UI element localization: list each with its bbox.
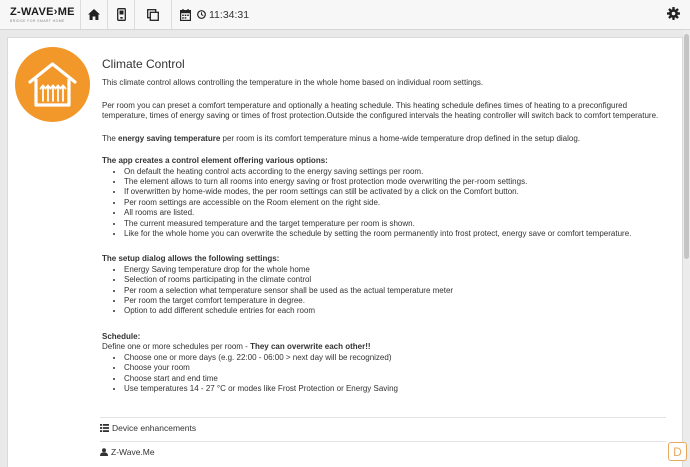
energy-pre: The	[102, 133, 119, 143]
schedule-list	[116, 353, 662, 395]
list-item: • Use temperatures 14 - 27 °C or modes like Frost Protection or Energy Saving	[124, 384, 662, 394]
schedule-heading: Schedule:	[102, 331, 141, 341]
app-title: Climate Control	[102, 57, 185, 71]
scrollbar-thumb[interactable]	[684, 34, 689, 259]
list-item: • The element allows to turn all rooms into energy saving or frost protection mode overwriting the per-room settings.	[124, 177, 662, 187]
energy-saving-description	[102, 134, 662, 145]
clock-time: 11:34:31	[209, 8, 250, 21]
options-heading: The app creates a control element offering various options:	[102, 156, 328, 165]
clock-icon	[197, 10, 206, 19]
device-enhancements-label: Device enhancements	[112, 423, 197, 433]
list-item: • If overwritten by home-wide modes, the per room settings can still be activated by a click on the Comfort button.	[124, 187, 662, 197]
logo-subtitle: BRIDGE FOR SMART HOME	[10, 19, 65, 23]
schedule-warning: They can overwrite each other!!	[250, 342, 371, 352]
clock-display	[197, 0, 249, 29]
energy-saving-term: energy saving temperature	[118, 133, 221, 143]
calendar-button[interactable]	[171, 0, 198, 29]
intro-text: This climate control allows controlling the temperature in the whole home based on individual room settings.	[102, 78, 484, 87]
home-icon	[88, 9, 100, 20]
gear-icon	[667, 7, 680, 20]
settings-button[interactable]	[667, 7, 680, 25]
list-item: • Choose start and end time	[124, 374, 662, 384]
schedule-intro-text: Define one or more schedules per room -	[102, 342, 251, 352]
logo-text: Z-WAVE›ME	[10, 6, 75, 18]
energy-post: per room is its comfort temperature minus a home-wide temperature drop defined in the setup dialog.	[220, 133, 581, 143]
list-item: • Per room the target comfort temperature in degree.	[124, 296, 662, 306]
list-item: • Per room settings are accessible on the Room element on the right side.	[124, 198, 662, 208]
list-item: • Choose your room	[124, 363, 662, 373]
home-button[interactable]	[80, 0, 107, 29]
list-item: • Like for the whole home you can overwrite the schedule by setting the room permanently into frost protect, energy save or comfort temperature.	[124, 229, 662, 239]
schedule-intro	[102, 342, 662, 353]
corner-badge[interactable]: D	[668, 442, 687, 461]
device-enhancements-toggle[interactable]	[100, 417, 666, 438]
schedule-description: Per room you can preset a comfort temperature and optionally a heating schedule. This heating schedule defines times of heating to a preconfigured temperature, times of energy saving or times of frost protection.Outside the configured intervals the heating controller will switch back to comfort temperature.	[102, 100, 659, 120]
author-toggle[interactable]	[100, 441, 666, 462]
calendar-icon	[180, 9, 191, 21]
app-icon	[15, 47, 90, 122]
zwave-me-logo[interactable]	[10, 7, 75, 23]
author-label: Z-Wave.Me	[111, 447, 155, 457]
list-item: • On default the heating control acts according to the energy saving settings per room.	[124, 167, 662, 177]
setup-list	[116, 265, 662, 317]
devices-button[interactable]	[107, 0, 134, 29]
apps-icon	[147, 9, 159, 21]
list-item: • All rooms are listed.	[124, 208, 662, 218]
devices-icon	[117, 8, 126, 21]
list-item: • The current measured temperature and the target temperature per room is shown.	[124, 219, 662, 229]
setup-heading: The setup dialog allows the following settings:	[102, 254, 280, 264]
app-description	[102, 57, 662, 395]
list-item: • Selection of rooms participating in the climate control	[124, 275, 662, 285]
list-icon	[100, 424, 109, 432]
user-icon	[100, 448, 108, 456]
options-list	[116, 167, 662, 240]
list-item: • Choose one or more days (e.g. 22:00 - 06:00 > next day will be recognized)	[124, 353, 662, 363]
top-navbar	[0, 0, 690, 30]
heated-house-icon	[15, 47, 90, 122]
list-item: • Per room a selection what temperature sensor shall be used as the actual temperature meter	[124, 286, 662, 296]
list-item: • Option to add different schedule entries for each room	[124, 306, 662, 316]
apps-button[interactable]	[134, 0, 171, 29]
list-item: • Energy Saving temperature drop for the whole home	[124, 265, 662, 275]
